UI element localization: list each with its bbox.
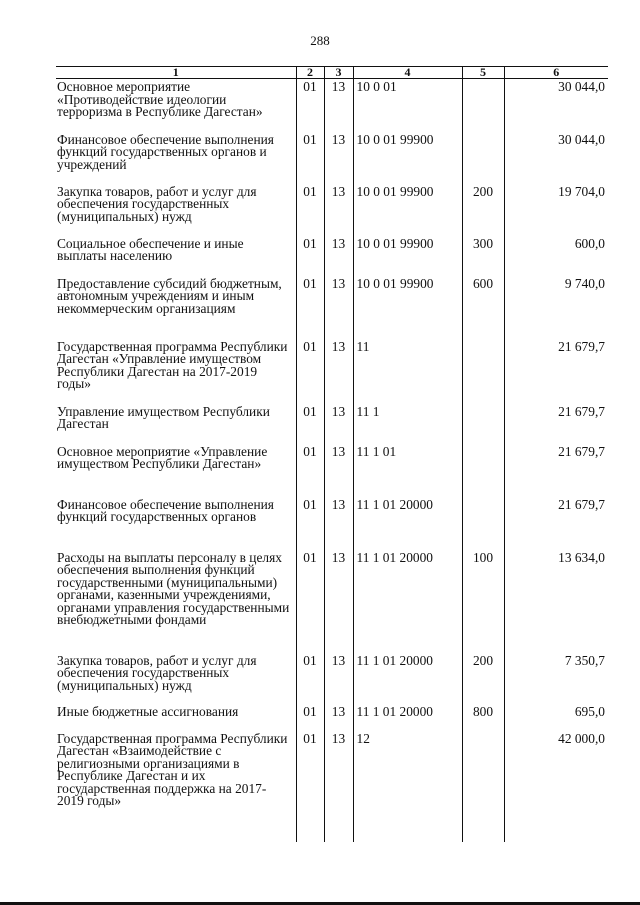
page-number: 288: [310, 33, 330, 48]
row-target-code: 11 1: [353, 404, 462, 444]
row-name: Государственная программа Республики Дагестан «Взаимодействие с религиозными организациями в Республике Дагестан и их государственная поддержка на 2017-2019 годы»: [57, 730, 288, 809]
row-name: Иные бюджетные ассигнования: [57, 703, 239, 719]
row-name: Финансовое обеспечение выполнения функций государственных органов: [57, 496, 274, 525]
row-target-code: 10 0 01: [353, 79, 462, 132]
column-header-4: 4: [353, 67, 462, 79]
row-expense-type: [462, 339, 504, 404]
row-subsection: 13: [324, 236, 353, 276]
column-header-3: 3: [324, 67, 353, 79]
filler-cell: [296, 821, 324, 842]
row-expense-type: [462, 497, 504, 550]
row-expense-type: 600: [462, 276, 504, 339]
row-amount: 19 704,0: [504, 184, 608, 236]
row-target-code: 11: [353, 339, 462, 404]
table-row: [56, 653, 608, 704]
row-expense-type: [462, 731, 504, 821]
row-amount: 21 679,7: [504, 497, 608, 550]
row-subsection: 13: [324, 404, 353, 444]
row-section: 01: [296, 444, 324, 497]
row-target-code: 10 0 01 99900: [353, 276, 462, 339]
row-target-code: 11 1 01 20000: [353, 497, 462, 550]
row-target-code: 10 0 01 99900: [353, 236, 462, 276]
row-amount: 13 634,0: [504, 550, 608, 653]
row-section: 01: [296, 731, 324, 821]
row-name: Закупка товаров, работ и услуг для обеспечения государственных (муниципальных) нужд: [57, 652, 257, 693]
row-section: 01: [296, 276, 324, 339]
row-expense-type: [462, 132, 504, 184]
row-section: 01: [296, 550, 324, 653]
budget-table: [56, 66, 608, 842]
row-amount: 42 000,0: [504, 731, 608, 821]
table-row: [56, 404, 608, 444]
row-name: Основное мероприятие «Противодействие идеологии терроризма в Республике Дагестан»: [57, 79, 263, 120]
table-row: [56, 704, 608, 731]
row-subsection: 13: [324, 339, 353, 404]
row-subsection: 13: [324, 653, 353, 704]
table-row: [56, 444, 608, 497]
filler-cell: [324, 821, 353, 842]
table-row: [56, 236, 608, 276]
row-name: Расходы на выплаты персоналу в целях обеспечения выполнения функций государственными (муниципальными) органами, казенными учреждениями, органами управления государственными внебюджетными фондами: [57, 549, 290, 628]
row-name: Предоставление субсидий бюджетным, автономным учреждениям и иным некоммерческим организациям: [57, 275, 282, 316]
row-expense-type: [462, 444, 504, 497]
row-name: Управление имуществом Республики Дагестан: [57, 403, 270, 432]
row-section: 01: [296, 404, 324, 444]
table-filler-row: [56, 821, 608, 842]
row-target-code: 10 0 01 99900: [353, 132, 462, 184]
row-target-code: 12: [353, 731, 462, 821]
row-section: 01: [296, 653, 324, 704]
row-expense-type: 300: [462, 236, 504, 276]
column-header-5: 5: [462, 67, 504, 79]
row-subsection: 13: [324, 704, 353, 731]
row-expense-type: [462, 79, 504, 132]
row-section: 01: [296, 236, 324, 276]
row-target-code: 10 0 01 99900: [353, 184, 462, 236]
column-header-2: 2: [296, 67, 324, 79]
row-subsection: 13: [324, 550, 353, 653]
row-name: Социальное обеспечение и иные выплаты населению: [57, 235, 244, 264]
table-row: [56, 184, 608, 236]
filler-cell: [353, 821, 462, 842]
row-amount: 21 679,7: [504, 339, 608, 404]
table-row: [56, 497, 608, 550]
row-section: 01: [296, 497, 324, 550]
row-name: Государственная программа Республики Дагестан «Управление имуществом Республики Дагестан на 2017-2019 годы»: [57, 338, 288, 392]
row-subsection: 13: [324, 444, 353, 497]
row-amount: 600,0: [504, 236, 608, 276]
row-subsection: 13: [324, 132, 353, 184]
row-section: 01: [296, 184, 324, 236]
column-header-1: 1: [56, 67, 296, 79]
row-name: Закупка товаров, работ и услуг для обеспечения государственных (муниципальных) нужд: [57, 183, 257, 224]
row-subsection: 13: [324, 731, 353, 821]
row-expense-type: 800: [462, 704, 504, 731]
row-target-code: 11 1 01 20000: [353, 653, 462, 704]
row-section: 01: [296, 132, 324, 184]
row-section: 01: [296, 339, 324, 404]
row-expense-type: 200: [462, 184, 504, 236]
table-row: [56, 731, 608, 821]
table-row: [56, 550, 608, 653]
row-amount: 21 679,7: [504, 444, 608, 497]
row-amount: 695,0: [504, 704, 608, 731]
row-subsection: 13: [324, 497, 353, 550]
filler-cell: [462, 821, 504, 842]
row-section: 01: [296, 704, 324, 731]
row-amount: 21 679,7: [504, 404, 608, 444]
row-subsection: 13: [324, 79, 353, 132]
row-expense-type: 100: [462, 550, 504, 653]
table-row: [56, 339, 608, 404]
row-name: Основное мероприятие «Управление имуществом Республики Дагестан»: [57, 443, 268, 472]
row-amount: 30 044,0: [504, 132, 608, 184]
table-row: [56, 79, 608, 132]
row-subsection: 13: [324, 184, 353, 236]
row-expense-type: [462, 404, 504, 444]
filler-cell: [56, 821, 296, 842]
row-expense-type: 200: [462, 653, 504, 704]
row-target-code: 11 1 01 20000: [353, 704, 462, 731]
row-section: 01: [296, 79, 324, 132]
row-amount: 9 740,0: [504, 276, 608, 339]
row-name: Финансовое обеспечение выполнения функций государственных органов и учреждений: [57, 131, 274, 172]
row-target-code: 11 1 01 20000: [353, 550, 462, 653]
column-number-row: [56, 67, 608, 79]
row-target-code: 11 1 01: [353, 444, 462, 497]
row-amount: 7 350,7: [504, 653, 608, 704]
row-amount: 30 044,0: [504, 79, 608, 132]
table-row: [56, 276, 608, 339]
table-row: [56, 132, 608, 184]
filler-cell: [504, 821, 608, 842]
column-header-6: 6: [504, 67, 608, 79]
row-subsection: 13: [324, 276, 353, 339]
